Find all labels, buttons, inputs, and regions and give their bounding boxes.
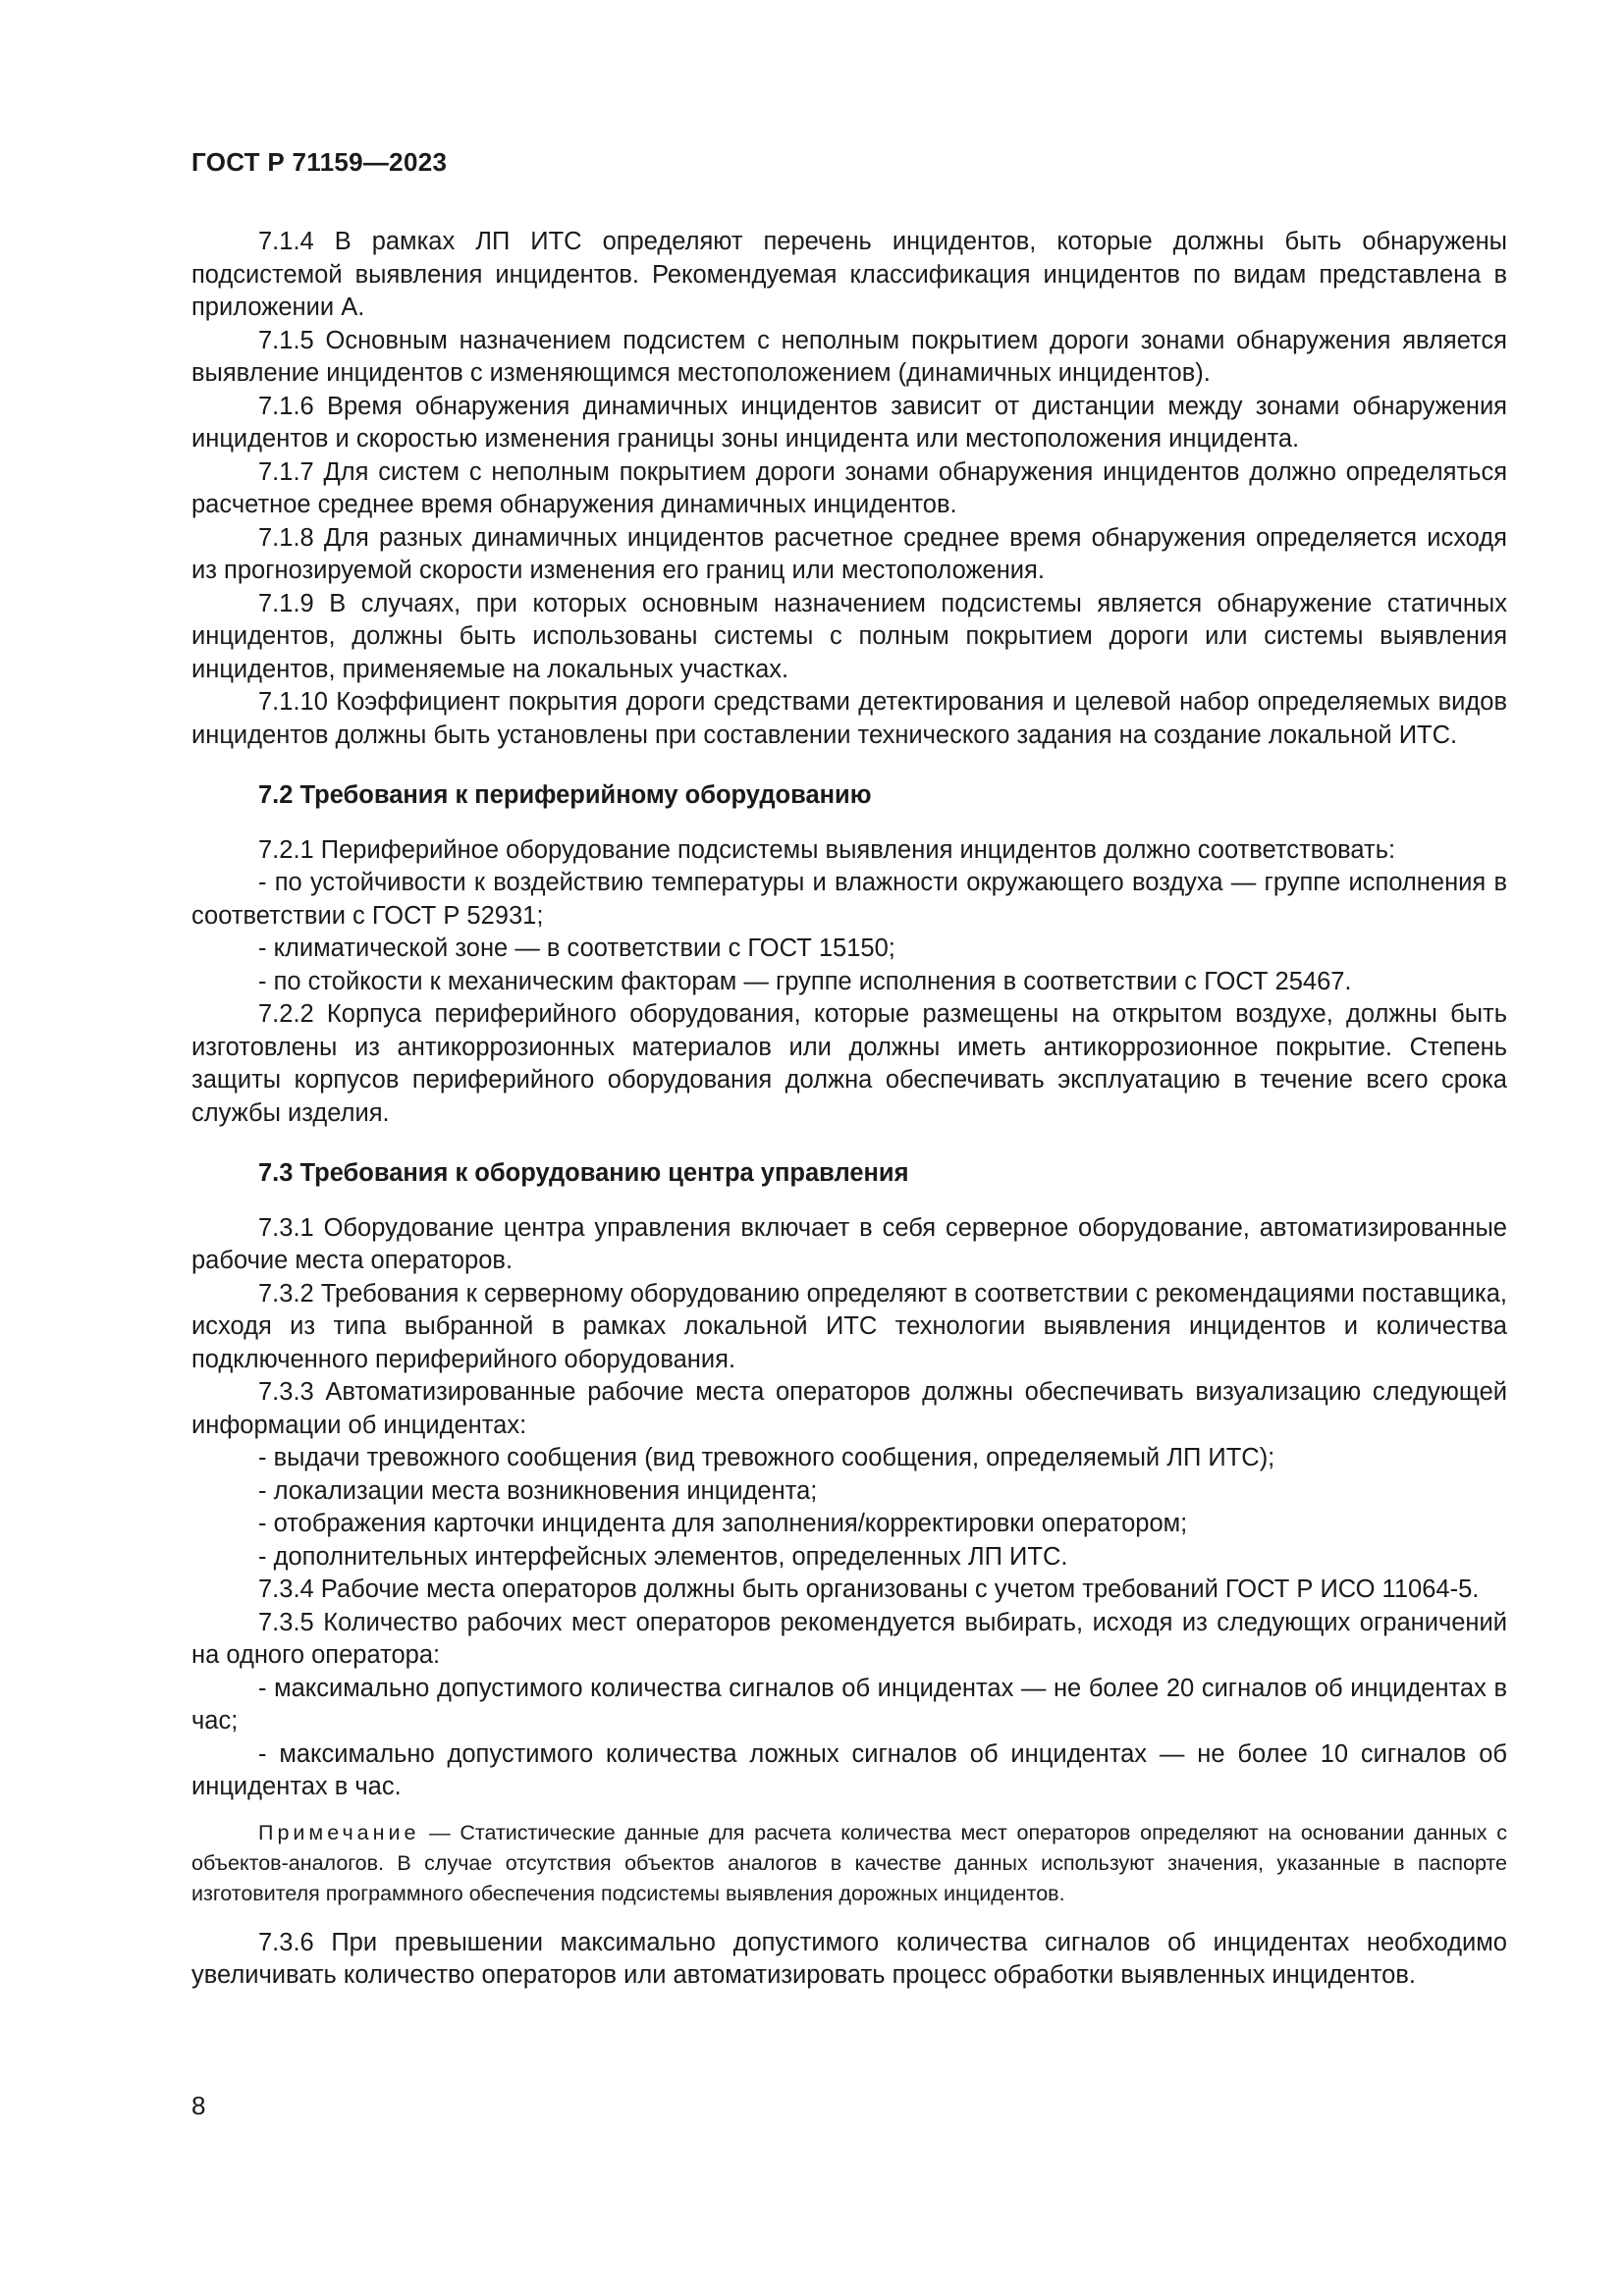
paragraph-7-2-2: 7.2.2 Корпуса периферийного оборудования, которые размещены на открытом воздухе, должны быть изготовлены из антикоррозионных материалов или должны иметь антикоррозионное покрытие. Степень защиты корпусов периферийного оборудования должна обеспечивать эксплуатацию в течение всего срока службы изделия. <box>191 1000 1507 1127</box>
list-item: - по устойчивости к воздействию температуры и влажности окружающего воздуха — группе исполнения в соответствии с ГОСТ Р 52931; <box>191 869 1507 930</box>
paragraph-7-3-6: 7.3.6 При превышении максимально допустимого количества сигналов об инцидентах необходимо увеличивать количество операторов или автоматизировать процесс обработки выявленных инцидентов. <box>191 1928 1507 1989</box>
note <box>191 1818 1507 1909</box>
list-item: - климатической зоне — в соответствии с ГОСТ 15150; <box>258 934 895 962</box>
list-item: - максимально допустимого количества сигналов об инцидентах — не более 20 сигналов об инцидентах в час; <box>191 1674 1507 1735</box>
document-body <box>191 226 1507 1993</box>
paragraph-7-1-8: 7.1.8 Для разных динамичных инцидентов расчетное среднее время обнаружения определяется исходя из прогнозируемой скорости изменения его границ или местоположения. <box>191 523 1507 584</box>
note-label: Примечание <box>258 1820 420 1844</box>
paragraph-7-1-6: 7.1.6 Время обнаружения динамичных инцидентов зависит от дистанции между зонами обнаружения инцидентов и скоростью изменения границы зоны инцидента или местоположения инцидента. <box>191 392 1507 453</box>
paragraph-7-3-2: 7.3.2 Требования к серверному оборудованию определяют в соответствии с рекомендациями поставщика, исходя из типа выбранной в рамках локальной ИТС технологии выявления инцидентов и количества подключенного периферийного оборудования. <box>191 1279 1507 1373</box>
section-heading-7-3: 7.3 Требования к оборудованию центра управления <box>258 1159 909 1187</box>
paragraph-7-3-5: 7.3.5 Количество рабочих мест операторов рекомендуется выбирать, исходя из следующих ограничений на одного оператора: <box>191 1608 1507 1669</box>
list-item: - дополнительных интерфейсных элементов, определенных ЛП ИТС. <box>258 1542 1068 1571</box>
paragraph-7-1-7: 7.1.7 Для систем с неполным покрытием дороги зонами обнаружения инцидентов должно определяться расчетное среднее время обнаружения динамичных инцидентов. <box>191 457 1507 518</box>
paragraph-7-3-1: 7.3.1 Оборудование центра управления включает в себя серверное оборудование, автоматизированные рабочие места операторов. <box>191 1213 1507 1274</box>
page-number: 8 <box>191 2091 206 2120</box>
paragraph-7-1-4: 7.1.4 В рамках ЛП ИТС определяют перечень инцидентов, которые должны быть обнаружены подсистемой выявления инцидентов. Рекомендуемая классификация инцидентов по видам представлена в приложении А. <box>191 228 1507 321</box>
note-text: — Статистические данные для расчета количества мест операторов определяют на основании данных с объектов-аналогов. В случае отсутствия объектов аналогов в качестве данных используют значения, указанные в паспорте изготовителя программного обеспечения подсистемы выявления дорожных инцидентов. <box>191 1820 1507 1905</box>
paragraph-7-1-10: 7.1.10 Коэффициент покрытия дороги средствами детектирования и целевой набор определяемых видов инцидентов должны быть установлены при составлении технического задания на создание локальной ИТС. <box>191 688 1507 749</box>
list-item: - локализации места возникновения инцидента; <box>258 1476 818 1505</box>
list-item: - отображения карточки инцидента для заполнения/корректировки оператором; <box>258 1510 1188 1537</box>
list-item: - максимально допустимого количества ложных сигналов об инцидентах — не более 10 сигналов об инцидентах в час. <box>191 1739 1507 1800</box>
list-item: - по стойкости к механическим факторам — группе исполнения в соответствии с ГОСТ 25467. <box>258 967 1352 995</box>
list-item: - выдачи тревожного сообщения (вид тревожного сообщения, определяемый ЛП ИТС); <box>258 1444 1275 1471</box>
paragraph-7-3-3: 7.3.3 Автоматизированные рабочие места операторов должны обеспечивать визуализацию следующей информации об инцидентах: <box>191 1378 1507 1439</box>
document-header: ГОСТ Р 71159—2023 <box>191 147 448 177</box>
paragraph-7-2-1: 7.2.1 Периферийное оборудование подсистемы выявления инцидентов должно соответствовать: <box>258 835 1396 864</box>
section-heading-7-2: 7.2 Требования к периферийному оборудованию <box>258 781 872 809</box>
paragraph-7-3-4: 7.3.4 Рабочие места операторов должны быть организованы с учетом требований ГОСТ Р ИСО 11064-5. <box>258 1575 1480 1603</box>
paragraph-7-1-5: 7.1.5 Основным назначением подсистем с неполным покрытием дороги зонами обнаружения является выявление инцидентов с изменяющимся местоположением (динамичных инцидентов). <box>191 326 1507 387</box>
paragraph-7-1-9: 7.1.9 В случаях, при которых основным назначением подсистемы является обнаружение статичных инцидентов, должны быть использованы системы с полным покрытием дороги или системы выявления инцидентов, применяемые на локальных участках. <box>191 589 1507 683</box>
